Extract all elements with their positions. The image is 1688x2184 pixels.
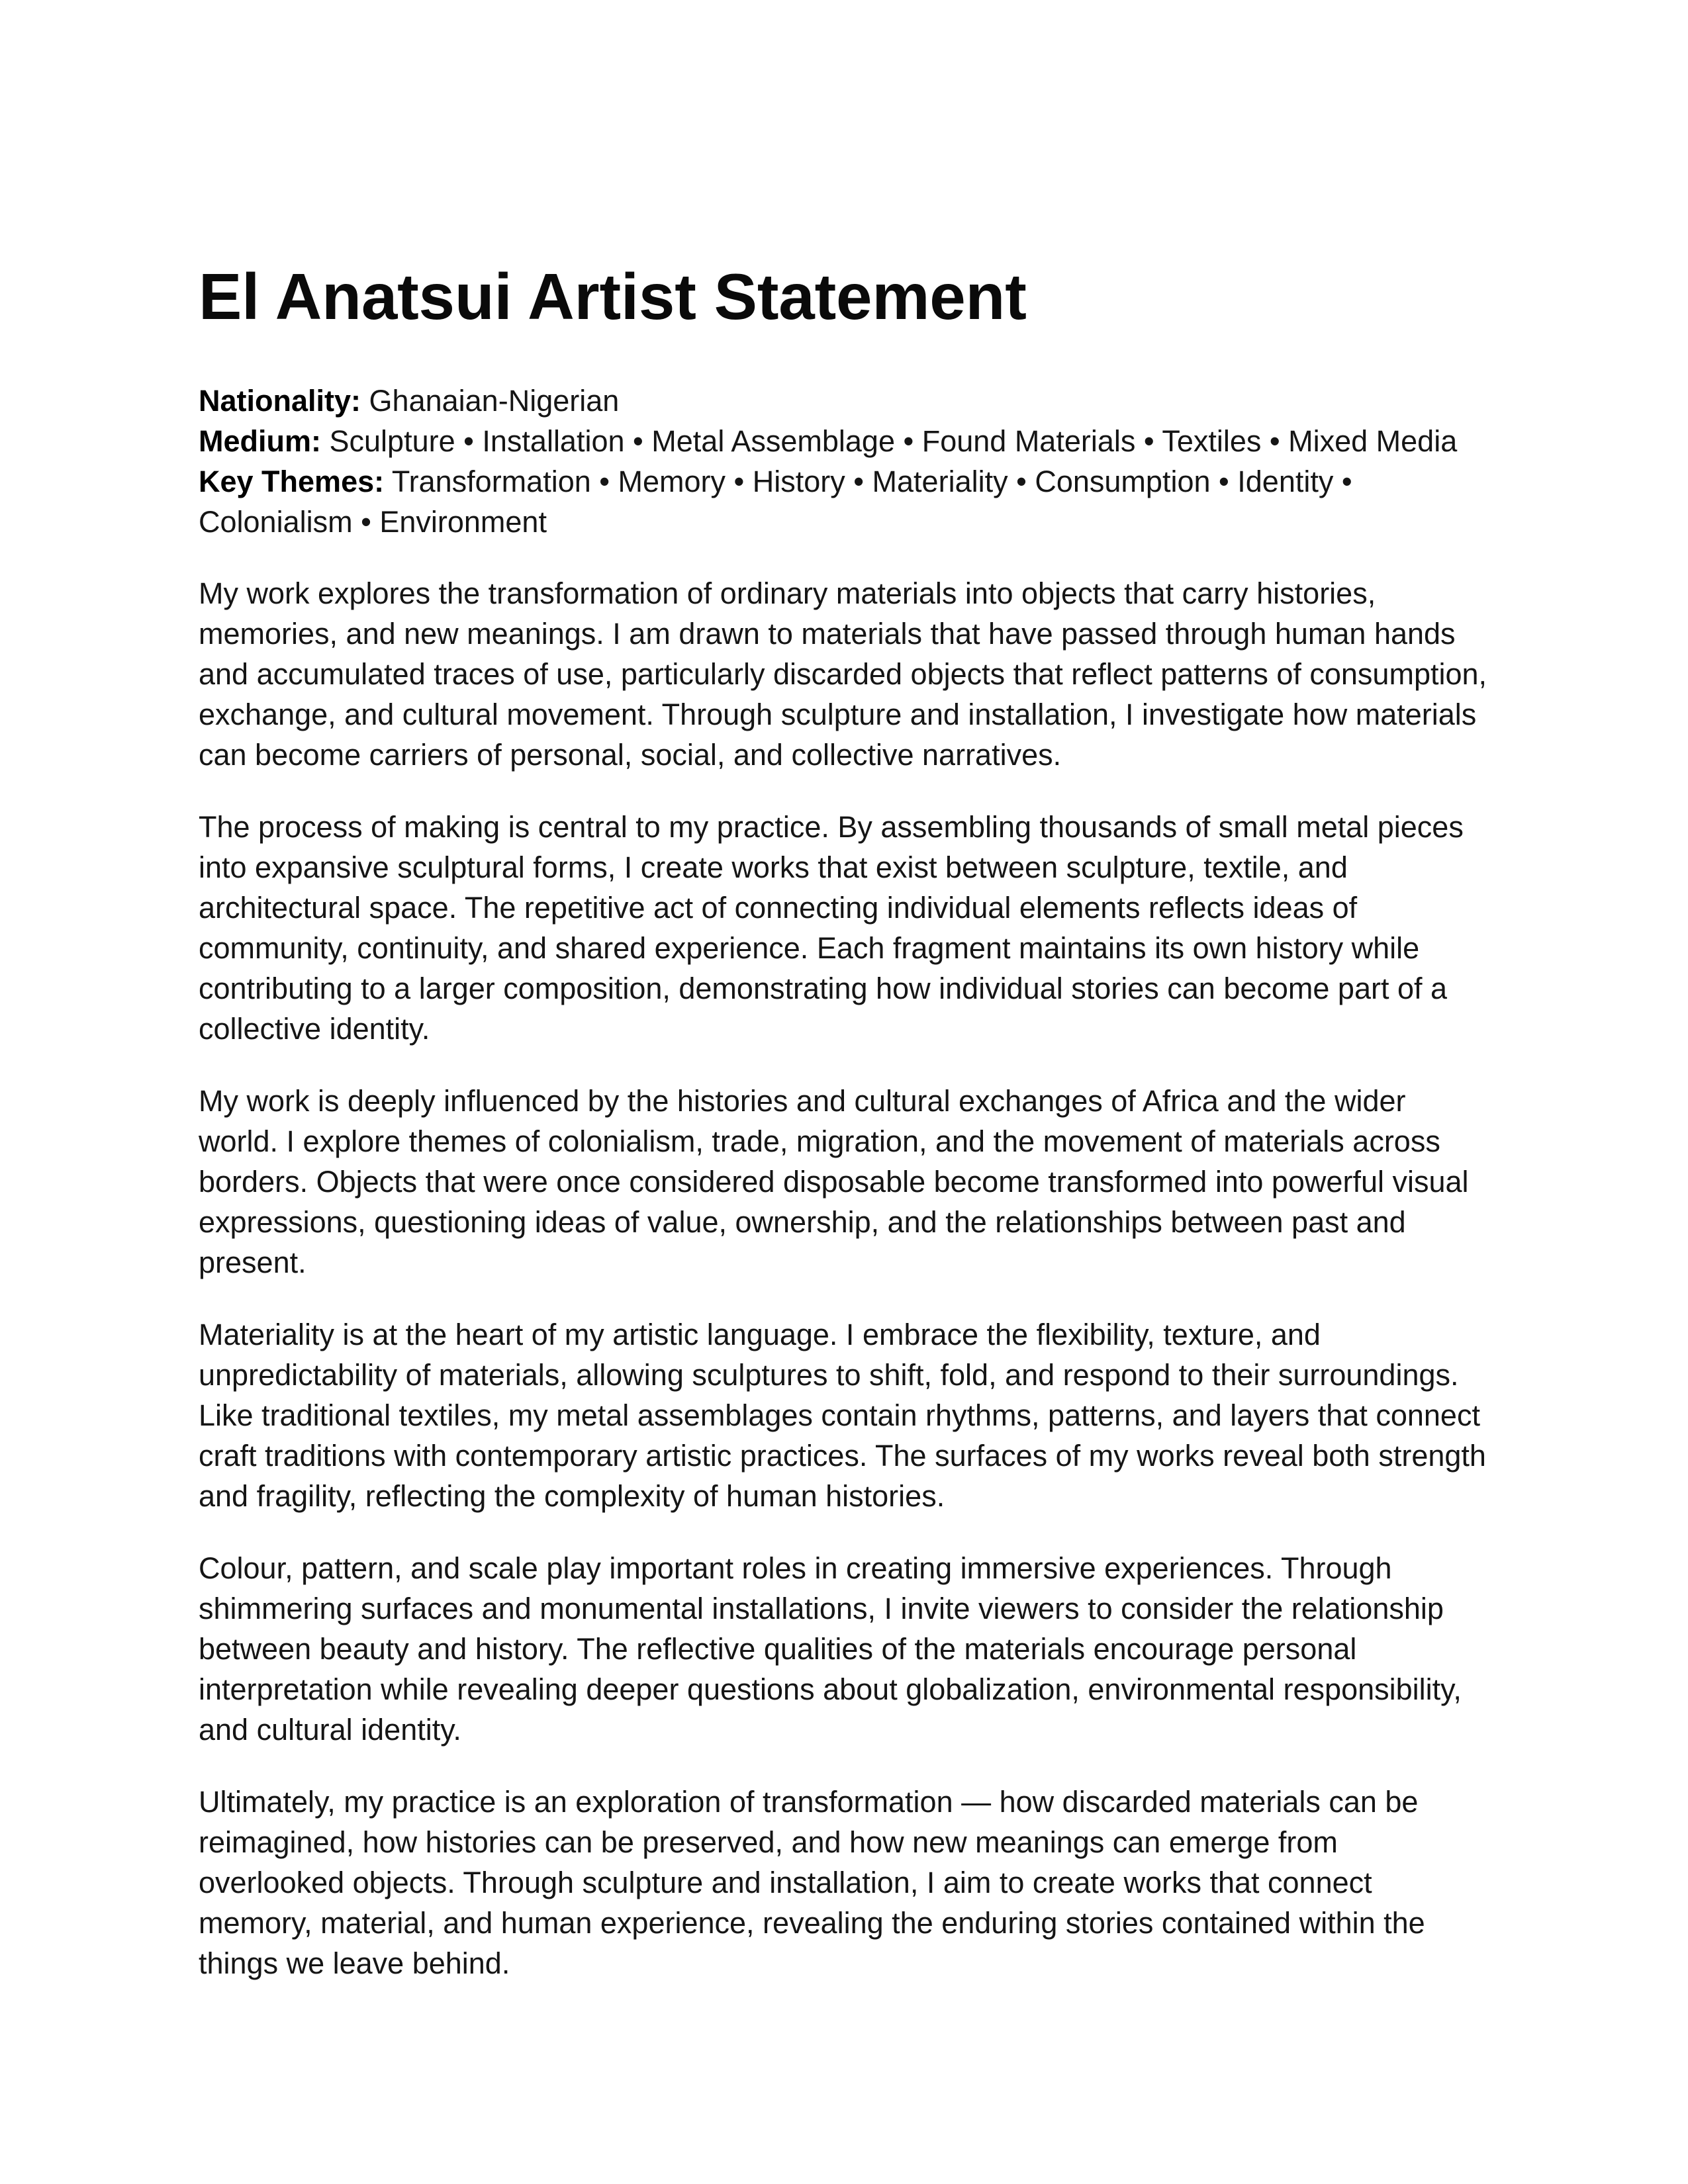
statement-paragraph: Materiality is at the heart of my artistic language. I embrace the flexibility, texture, and unpredictability of materials, allowing sculptures to shift, fold, and respond to their surroundings. Like traditional textiles, my metal assemblages contain rhythms, patterns, and layers that connect craft traditions with contemporary artistic practices. The surfaces of my works reveal both strength and fragility, reflecting the complexity of human histories. (199, 1317, 1486, 1513)
artist-metadata (199, 381, 1489, 542)
key-themes-row (199, 461, 1489, 542)
nationality-row (199, 381, 1489, 421)
nationality-value: Ghanaian-Nigerian (369, 383, 620, 418)
key-themes-value: Transformation • Memory • History • Materiality • Consumption • Identity • Colonialism • Environment (199, 464, 1352, 539)
statement-paragraph: My work is deeply influenced by the histories and cultural exchanges of Africa and the wider world. I explore themes of colonialism, trade, migration, and the movement of materials across borders. Objects that were once considered disposable become transformed into powerful visual expressions, questioning ideas of value, ownership, and the relationships between past and present. (199, 1083, 1469, 1279)
medium-label: Medium: (199, 424, 321, 458)
statement-paragraph: Ultimately, my practice is an exploration of transformation — how discarded materials can be reimagined, how histories can be preserved, and how new meanings can emerge from overlooked objects. Through sculpture and installation, I aim to create works that connect memory, material, and human experience, revealing the enduring stories contained within the things we leave behind. (199, 1784, 1425, 1980)
artist-statement-body (199, 573, 1489, 1983)
key-themes-label: Key Themes: (199, 464, 385, 498)
nationality-label: Nationality: (199, 383, 361, 418)
statement-paragraph: The process of making is central to my practice. By assembling thousands of small metal pieces into expansive sculptural forms, I create works that exist between sculpture, textile, and architectural space. The repetitive act of connecting individual elements reflects ideas of community, continuity, and shared experience. Each fragment maintains its own history while contributing to a larger composition, demonstrating how individual stories can become part of a collective identity. (199, 809, 1464, 1046)
medium-value: Sculpture • Installation • Metal Assemblage • Found Materials • Textiles • Mixed Media (329, 424, 1458, 458)
statement-paragraph: Colour, pattern, and scale play important roles in creating immersive experiences. Through shimmering surfaces and monumental installations, I invite viewers to consider the relationship between beauty and history. The reflective qualities of the materials encourage personal interpretation while revealing deeper questions about globalization, environmental responsibility, and cultural identity. (199, 1551, 1462, 1747)
medium-row (199, 421, 1489, 461)
statement-paragraph: My work explores the transformation of ordinary materials into objects that carry histories, memories, and new meanings. I am drawn to materials that have passed through human hands and accumulated traces of use, particularly discarded objects that reflect patterns of consumption, exchange, and cultural movement. Through sculpture and installation, I investigate how materials can become carriers of personal, social, and collective narratives. (199, 576, 1487, 772)
document-title: El Anatsui Artist Statement (199, 260, 1027, 333)
document-page (199, 259, 1489, 2015)
